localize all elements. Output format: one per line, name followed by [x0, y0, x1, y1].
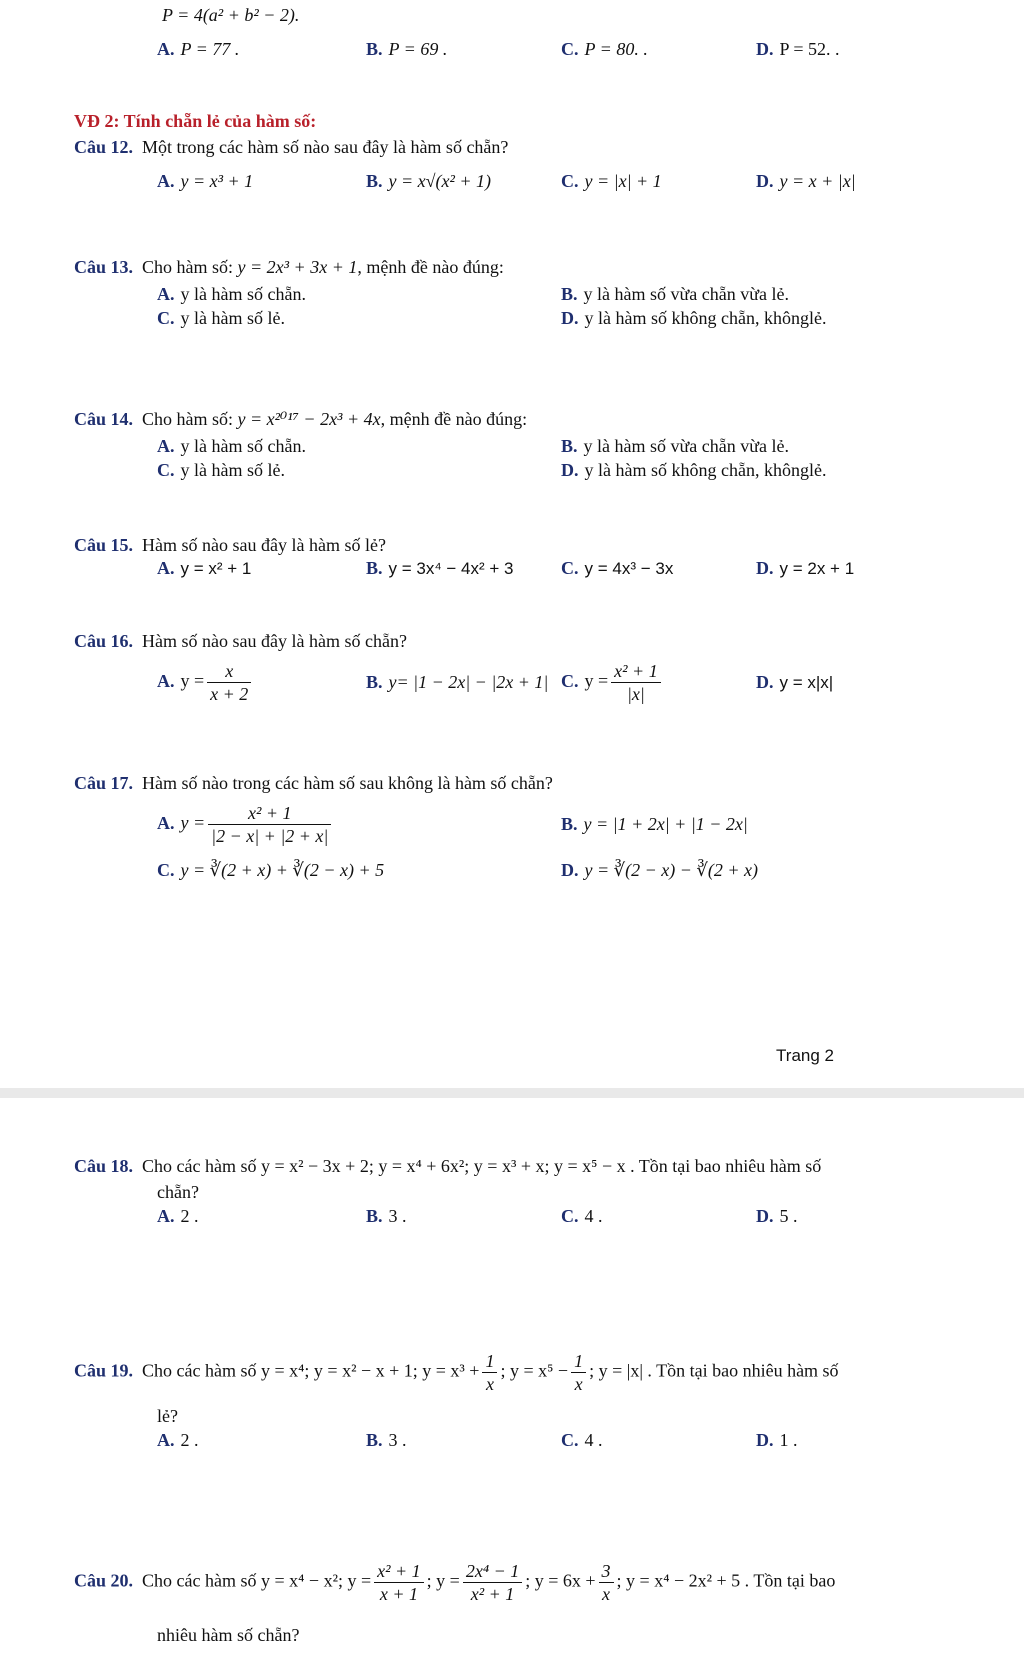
- q14-option-c: C. y là hàm số lẻ.: [157, 460, 285, 480]
- q14-option-b: B. y là hàm số vừa chẵn vừa lẻ.: [561, 436, 789, 456]
- question-16: Câu 16. Hàm số nào sau đây là hàm số chẵn?: [74, 631, 407, 651]
- q18-option-a: A. 2 .: [157, 1206, 199, 1226]
- q13-option-c: C. y là hàm số lẻ.: [157, 308, 285, 328]
- q15-option-b: B. y = 3x⁴ − 4x² + 3: [366, 558, 514, 578]
- q20-line2: nhiêu hàm số chẵn?: [157, 1625, 300, 1645]
- q19-option-d: D. 1 .: [756, 1430, 798, 1450]
- q19-option-c: C. 4 .: [561, 1430, 603, 1450]
- q13-option-a: A. y là hàm số chẵn.: [157, 284, 306, 304]
- q16-option-d: D. y = x|x|: [756, 672, 834, 692]
- q14-option-d: D. y là hàm số không chẵn, khônglẻ.: [561, 460, 827, 480]
- q17-option-c: C. y = ∛(2 + x) + ∛(2 − x) + 5: [157, 860, 385, 880]
- q15-option-c: C. y = 4x³ − 3x: [561, 558, 674, 578]
- q16-option-b: B. y= |1 − 2x| − |2x + 1|: [366, 672, 549, 692]
- question-19: Câu 19. Cho các hàm số y = x⁴; y = x² − x + 1; y = x³ + $\frac{1}{x}$ ; y = x⁵ − $\frac{1}{x}$ ; y = |x| . Tồn tại bao nhiêu hàm số: [74, 1351, 839, 1394]
- top-formula: P = 4(a² + b² − 2).: [162, 5, 300, 25]
- question-12: Câu 12. Một trong các hàm số nào sau đây là hàm số chẵn?: [74, 137, 509, 157]
- q18-option-c: C. 4 .: [561, 1206, 603, 1226]
- q12-option-a: A. y = x³ + 1: [157, 171, 254, 191]
- q15-option-a: A. y = x² + 1: [157, 558, 252, 578]
- page-separator: [0, 1088, 1024, 1098]
- top-option-c: C. P = 80. .: [561, 39, 648, 59]
- q15-option-d: D. y = 2x + 1: [756, 558, 855, 578]
- question-15: Câu 15. Hàm số nào sau đây là hàm số lẻ?: [74, 535, 386, 555]
- q18-line2: chẵn?: [157, 1182, 199, 1202]
- top-option-b: B. P = 69 .: [366, 39, 448, 59]
- q12-option-b: B. y = x√(x² + 1): [366, 171, 492, 191]
- q19-option-a: A. 2 .: [157, 1430, 199, 1450]
- q19-option-b: B. 3 .: [366, 1430, 407, 1450]
- q17-option-b: B. y = |1 + 2x| + |1 − 2x|: [561, 814, 748, 834]
- question-14: Câu 14. Cho hàm số: y = x²⁰¹⁷ − 2x³ + 4x, mệnh đề nào đúng:: [74, 409, 528, 429]
- q12-option-d: D. y = x + |x|: [756, 171, 856, 191]
- question-18: Câu 18. Cho các hàm số y = x² − 3x + 2; y = x⁴ + 6x²; y = x³ + x; y = x⁵ − x . Tồn tại bao nhiêu hàm số: [74, 1156, 822, 1176]
- question-20: Câu 20. Cho các hàm số y = x⁴ − x²; y = $\frac{\text{x² + 1}}{x + 1}$ ; y = $\frac{\text{2x⁴ − 1}}{\text{x² + 1}}$ ; y = 6x + $\frac{3}{x}$ ; y = x⁴ − 2x² + 5 . Tồn tại bao: [74, 1561, 836, 1604]
- section-title: VĐ 2: Tính chẵn lẻ của hàm số:: [74, 111, 317, 131]
- q13-option-b: B. y là hàm số vừa chẵn vừa lẻ.: [561, 284, 789, 304]
- top-option-a: A. P = 77 .: [157, 39, 240, 59]
- question-17: Câu 17. Hàm số nào trong các hàm số sau không là hàm số chẵn?: [74, 773, 553, 793]
- q17-option-d: D. y = ∛(2 − x) − ∛(2 + x): [561, 860, 758, 880]
- q14-option-a: A. y là hàm số chẵn.: [157, 436, 306, 456]
- q18-option-d: D. 5 .: [756, 1206, 798, 1226]
- q18-option-b: B. 3 .: [366, 1206, 407, 1226]
- q12-option-c: C. y = |x| + 1: [561, 171, 662, 191]
- q16-option-c: C. y = $\frac{\text{x² + 1}}{|x|}$: [561, 660, 664, 705]
- question-13: Câu 13. Cho hàm số: y = 2x³ + 3x + 1, mệnh đề nào đúng:: [74, 257, 504, 277]
- q17-option-a: A. y = $\frac{\text{x² + 1}}{|2 - x| + |2 + x|}$: [157, 802, 334, 847]
- page-2: [0, 1098, 1024, 1654]
- q16-option-a: A. y = $\frac{x}{x + 2}$: [157, 660, 254, 705]
- q19-line2: lẻ?: [157, 1406, 178, 1426]
- q13-option-d: D. y là hàm số không chẵn, khônglẻ.: [561, 308, 827, 328]
- top-option-d: D. P = 52. .: [756, 39, 840, 59]
- page-footer: Trang 2: [776, 1046, 834, 1065]
